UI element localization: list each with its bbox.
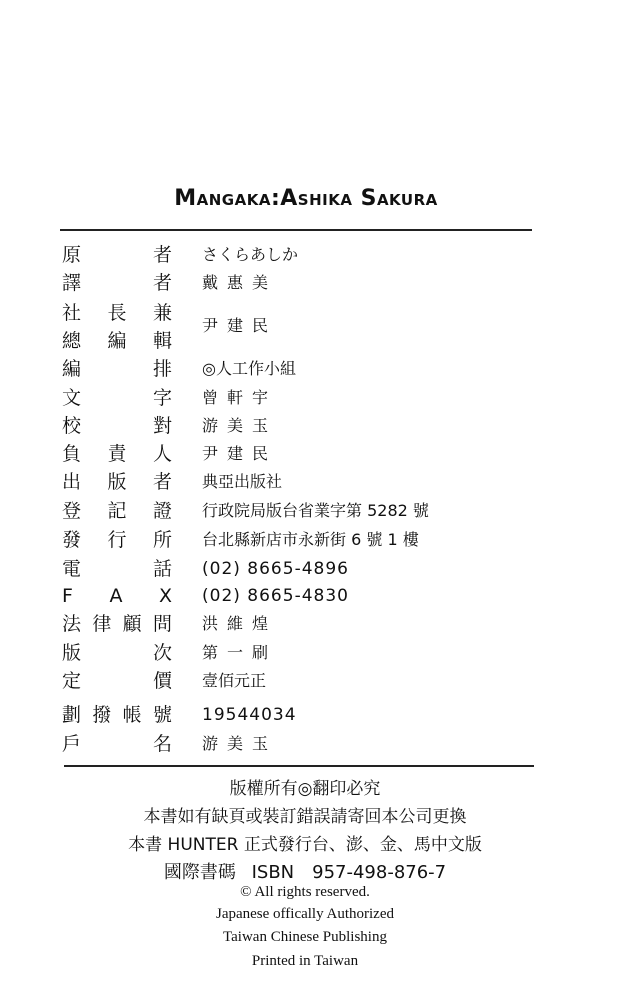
credit-label-char: 顧 <box>122 613 142 635</box>
credit-row <box>0 668 643 694</box>
authorization-cn: 本書 HUNTER 正式發行台、澎、金、馬中文版 <box>128 835 482 855</box>
credit-value: 典亞出版社 <box>202 472 283 491</box>
printed-en: Printed in Taiwan <box>251 953 359 969</box>
authorized-en: Japanese offically Authorized <box>216 906 394 922</box>
credit-label <box>62 242 172 268</box>
credit-label <box>62 300 172 326</box>
credit-label <box>62 668 172 694</box>
defect-notice: 本書如有缺頁或裝訂錯誤請寄回本公司更換 <box>143 807 467 827</box>
credit-row <box>0 469 643 495</box>
credit-label-char: 登 <box>62 500 82 522</box>
credit-label-char: 原 <box>62 244 82 266</box>
credit-label-char: 對 <box>152 415 172 437</box>
credit-label-char: 出 <box>62 471 82 493</box>
rights-reserved-en: © All rights reserved. <box>240 884 370 900</box>
credit-row <box>0 300 643 326</box>
credit-value: 尹建民 <box>202 444 278 463</box>
credit-label <box>62 527 172 553</box>
credit-row <box>0 242 643 268</box>
isbn-number: ISBN 957-498-876-7 <box>251 862 447 883</box>
credit-label-char: 者 <box>152 244 172 266</box>
credit-label-char: 校 <box>62 415 82 437</box>
isbn-line <box>0 858 610 884</box>
credit-label-char: 譯 <box>62 272 82 294</box>
credit-row <box>0 385 643 411</box>
bottom-divider <box>64 765 534 767</box>
publisher-head-value: 尹建民 <box>202 316 278 335</box>
credit-label <box>62 328 172 354</box>
credit-value: さくらあしか <box>202 245 299 264</box>
credit-value: 第一刷 <box>202 643 278 662</box>
credit-row <box>0 356 643 382</box>
credit-row <box>0 441 643 467</box>
credit-label-char: 輯 <box>152 330 172 352</box>
credit-label-char: 定 <box>62 670 82 692</box>
credit-label-char: 兼 <box>152 302 172 324</box>
credit-row <box>0 731 643 757</box>
credit-label <box>62 611 172 637</box>
credit-label-char: 者 <box>152 471 172 493</box>
credit-row <box>0 413 643 439</box>
credit-label <box>62 702 172 728</box>
credit-value: 19544034 <box>202 705 297 725</box>
rights-reserved-cn: 版權所有◎翻印必究 <box>229 779 381 799</box>
credit-row <box>0 640 643 666</box>
credit-label-char: 電 <box>62 558 82 580</box>
credit-label-char: 證 <box>152 500 172 522</box>
credit-label-char: 法 <box>62 613 82 635</box>
credit-row <box>0 556 643 582</box>
credit-label <box>62 385 172 411</box>
credit-label-char: 總 <box>62 330 82 352</box>
credit-label <box>62 441 172 467</box>
credit-row <box>0 270 643 296</box>
credit-label <box>62 583 172 609</box>
credit-label-char: 話 <box>152 558 172 580</box>
publishing-en: Taiwan Chinese Publishing <box>223 929 387 945</box>
credit-value: 游美玉 <box>202 734 278 753</box>
credit-label-char: 問 <box>152 613 172 635</box>
credit-row <box>0 583 643 609</box>
credit-label-char: 編 <box>62 358 82 380</box>
credit-label-char: X <box>158 585 172 607</box>
credit-label <box>62 498 172 524</box>
credit-label-char: 價 <box>152 670 172 692</box>
page-title: Mangaka:Ashika Sakura <box>174 186 438 211</box>
credit-label <box>62 413 172 439</box>
credit-label-char: 長 <box>107 302 127 324</box>
credit-label-char: 帳 <box>122 704 142 726</box>
credit-value: 曾軒宇 <box>202 388 278 407</box>
credit-label <box>62 270 172 296</box>
credit-label-char: F <box>62 585 73 607</box>
credit-value: 戴惠美 <box>202 273 278 292</box>
credit-label-char: 版 <box>62 642 82 664</box>
credit-label <box>62 731 172 757</box>
credit-label <box>62 469 172 495</box>
credit-label <box>62 556 172 582</box>
credit-label-char: 記 <box>107 500 127 522</box>
credit-value: 游美玉 <box>202 416 278 435</box>
credit-label-char: 名 <box>152 733 172 755</box>
credit-label-char: 號 <box>152 704 172 726</box>
credit-label-char: 編 <box>107 330 127 352</box>
credit-label-char: 版 <box>107 471 127 493</box>
credit-row <box>0 328 643 354</box>
credit-label-char: 責 <box>107 443 127 465</box>
isbn-label: 國際書碼 <box>163 862 236 883</box>
credit-label-char: 劃 <box>62 704 82 726</box>
credit-row <box>0 527 643 553</box>
credit-label <box>62 356 172 382</box>
credit-label-char: 負 <box>62 443 82 465</box>
credit-row <box>0 498 643 524</box>
credit-value: 壹佰元正 <box>202 671 267 690</box>
credit-value: (02) 8665-4830 <box>202 586 349 606</box>
credit-value: ◎人工作小組 <box>202 359 296 378</box>
credit-label-char: 律 <box>92 613 112 635</box>
credit-label-char: 社 <box>62 302 82 324</box>
credit-row <box>0 611 643 637</box>
credit-label-char: 撥 <box>92 704 112 726</box>
credit-label-char: 者 <box>152 272 172 294</box>
credit-label-char: 發 <box>62 529 82 551</box>
credit-label-char: 字 <box>152 387 172 409</box>
credit-value: 台北縣新店市永新街 6 號 1 樓 <box>202 530 419 549</box>
credit-label-char: 所 <box>152 529 172 551</box>
credit-value: (02) 8665-4896 <box>202 559 349 579</box>
credit-label-char: 戶 <box>62 733 82 755</box>
credit-label-char: 文 <box>62 387 82 409</box>
credit-label-char: 排 <box>152 358 172 380</box>
credit-value: 洪維煌 <box>202 614 278 633</box>
credit-label <box>62 640 172 666</box>
credit-value: 行政院局版台省業字第 5282 號 <box>202 501 429 520</box>
credit-label-char: 次 <box>152 642 172 664</box>
credit-label-char: 行 <box>107 529 127 551</box>
credit-label-char: 人 <box>152 443 172 465</box>
credit-row <box>0 702 643 728</box>
credit-label-char: A <box>109 585 123 607</box>
